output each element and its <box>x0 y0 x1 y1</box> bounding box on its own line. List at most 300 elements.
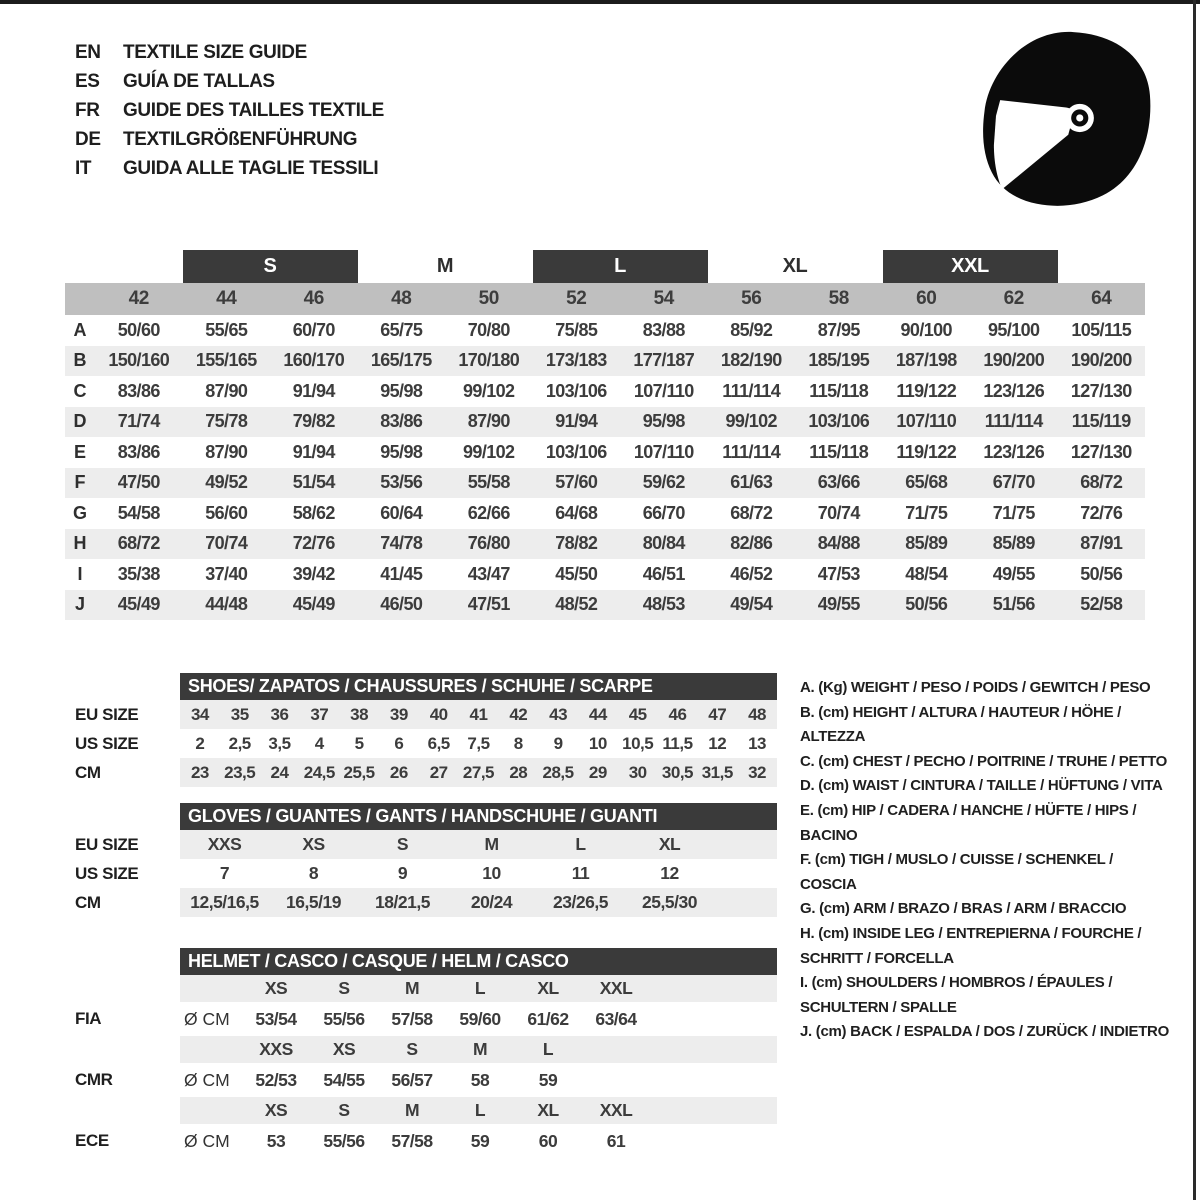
shoes-value: 10 <box>588 733 607 753</box>
size-value: 50/60 <box>117 319 160 340</box>
size-value: 39/42 <box>292 563 335 584</box>
size-value: 84/88 <box>817 533 860 554</box>
size-value: 79/82 <box>292 411 335 432</box>
size-value: 83/88 <box>642 319 685 340</box>
size-value: 103/106 <box>808 411 870 432</box>
size-value: 187/198 <box>895 350 957 371</box>
legend-item: G. (cm) ARM / BRAZO / BRAS / ARM / BRACCIO <box>800 900 1127 918</box>
size-value: 58/62 <box>292 502 335 523</box>
size-value: 87/95 <box>817 319 860 340</box>
size-value: 49/55 <box>817 594 860 615</box>
shoes-value: 26 <box>389 762 408 782</box>
size-row-G <box>65 498 1145 529</box>
shoes-value: 8 <box>513 733 523 753</box>
gloves-value: 12 <box>660 863 679 883</box>
size-value: 107/110 <box>896 411 957 432</box>
size-value: 99/102 <box>725 411 777 432</box>
language-title-list <box>75 38 384 183</box>
size-value: 119/122 <box>896 380 957 401</box>
size-value: 177/187 <box>633 350 695 371</box>
size-number: 58 <box>828 288 849 309</box>
helmet-row-label-empty <box>75 1036 180 1063</box>
legend-item: C. (cm) CHEST / PECHO / POITRINE / TRUHE / PETTO <box>800 752 1168 770</box>
gloves-value: 23/26,5 <box>553 892 608 912</box>
shoes-value: 43 <box>549 704 568 724</box>
shoes-value: 45 <box>628 704 647 724</box>
shoes-value: 23 <box>190 762 209 782</box>
gloves-value: XS <box>302 834 325 854</box>
size-value: 107/110 <box>633 441 694 462</box>
size-row-J <box>65 590 1145 621</box>
language-row <box>75 154 384 183</box>
row-letter: A <box>73 319 87 340</box>
helmet-sizes-row-ece <box>75 1097 777 1124</box>
language-title: GUIDA ALLE TAGLIE TESSILI <box>123 157 379 179</box>
helmet-size-table <box>75 948 777 1158</box>
size-value: 54/58 <box>117 502 160 523</box>
size-value: 56/60 <box>205 502 248 523</box>
size-value: 91/94 <box>555 411 598 432</box>
gloves-value: 12,5/16,5 <box>190 892 259 912</box>
gloves-section-title: GLOVES / GUANTES / GANTS / HANDSCHUHE / GUANTI <box>180 803 777 830</box>
row-letter: C <box>73 380 87 401</box>
language-row <box>75 67 384 96</box>
size-value: 85/89 <box>905 533 948 554</box>
helmet-size-label: XS <box>332 1039 356 1059</box>
size-value: 55/65 <box>205 319 248 340</box>
shoes-value: 32 <box>748 762 767 782</box>
gloves-value: S <box>396 834 409 854</box>
size-group-l: L <box>533 250 708 283</box>
shoes-value: 34 <box>190 704 209 724</box>
shoes-value: 48 <box>748 704 767 724</box>
size-value: 83/86 <box>117 441 160 462</box>
size-value: 85/89 <box>992 533 1035 554</box>
legend-item: E. (cm) HIP / CADERA / HANCHE / HÜFTE / HIPS / BACINO <box>800 801 1137 844</box>
size-row-I <box>65 559 1145 590</box>
shoes-row-label: US SIZE <box>75 733 139 753</box>
size-value: 87/90 <box>205 380 248 401</box>
size-value: 64/68 <box>555 502 598 523</box>
shoes-value: 13 <box>748 733 767 753</box>
gloves-value: 20/24 <box>470 892 513 912</box>
gloves-grid <box>180 888 777 917</box>
size-value: 45/49 <box>117 594 160 615</box>
size-value: 190/200 <box>1070 350 1132 371</box>
helmet-size-label: M <box>472 1039 488 1059</box>
size-value: 99/102 <box>463 441 515 462</box>
shoes-value: 12 <box>708 733 727 753</box>
measurement-legend <box>800 676 1172 1045</box>
gloves-value: 8 <box>308 863 319 883</box>
size-value: 47/50 <box>117 472 160 493</box>
size-value: 111/114 <box>722 441 781 462</box>
shoes-grid <box>180 758 777 787</box>
size-value: 82/86 <box>730 533 773 554</box>
size-value: 72/76 <box>292 533 335 554</box>
gloves-value: M <box>484 834 499 854</box>
size-value: 91/94 <box>292 441 335 462</box>
right-border-line <box>1193 0 1196 1200</box>
size-value: 45/50 <box>555 563 598 584</box>
size-group-xxl: XXL <box>883 250 1058 283</box>
size-value: 72/76 <box>1080 502 1123 523</box>
size-number: 62 <box>1003 288 1024 309</box>
size-value: 123/126 <box>983 380 1045 401</box>
size-value: 75/85 <box>555 319 598 340</box>
shoes-value: 31,5 <box>701 762 733 782</box>
language-title: TEXTILGRÖßENFÜHRUNG <box>123 128 358 150</box>
helmet-size-label: L <box>474 978 486 998</box>
shoes-value: 44 <box>588 704 607 724</box>
helmet-value: 53 <box>266 1130 286 1151</box>
size-value: 71/74 <box>117 411 160 432</box>
size-value: 78/82 <box>555 533 598 554</box>
gloves-size-table <box>75 803 777 917</box>
size-value: 95/98 <box>380 380 423 401</box>
shoes-row <box>75 700 777 729</box>
shoes-value: 6 <box>394 733 404 753</box>
size-value: 48/52 <box>555 594 598 615</box>
helmet-value: 55/56 <box>323 1130 365 1151</box>
size-value: 65/75 <box>380 319 423 340</box>
language-code: FR <box>75 99 100 121</box>
helmet-value: 54/55 <box>323 1069 365 1090</box>
helmet-value: 55/56 <box>323 1008 365 1029</box>
gloves-value: 10 <box>482 863 501 883</box>
helmet-value: 60 <box>538 1130 558 1151</box>
size-number: 42 <box>128 288 149 309</box>
helmet-size-label: XL <box>537 1100 559 1120</box>
size-value: 70/80 <box>467 319 510 340</box>
size-value: 115/118 <box>809 380 869 401</box>
helmet-size-label: M <box>404 978 420 998</box>
helmet-values-grid <box>180 1002 777 1036</box>
size-value: 44/48 <box>205 594 248 615</box>
size-number: 48 <box>391 288 412 309</box>
size-value: 61/63 <box>730 472 773 493</box>
size-value: 80/84 <box>642 533 685 554</box>
size-value: 103/106 <box>545 441 607 462</box>
size-number: 46 <box>303 288 324 309</box>
shoes-value: 27,5 <box>462 762 495 782</box>
helmet-size-label: XXL <box>599 978 633 998</box>
size-value: 68/72 <box>1080 472 1123 493</box>
size-value: 127/130 <box>1070 441 1132 462</box>
shoes-value: 47 <box>708 704 727 724</box>
helmet-size-label: S <box>338 978 350 998</box>
size-value: 66/70 <box>642 502 685 523</box>
helmet-unit-label: Ø CM <box>184 1130 230 1151</box>
language-title: TEXTILE SIZE GUIDE <box>123 41 307 63</box>
shoes-value: 9 <box>553 733 563 753</box>
gloves-grid <box>180 859 777 888</box>
helmet-size-label: M <box>404 1100 420 1120</box>
helmet-value: 59 <box>470 1130 490 1151</box>
size-row-E <box>65 437 1145 468</box>
helmet-value: 56/57 <box>391 1069 433 1090</box>
shoes-value: 7,5 <box>467 733 490 753</box>
shoes-value: 30 <box>628 762 647 782</box>
helmet-size-label: XS <box>264 978 288 998</box>
size-value: 46/50 <box>380 594 423 615</box>
shoes-row <box>75 758 777 787</box>
size-value: 85/92 <box>730 319 773 340</box>
language-code: DE <box>75 128 101 150</box>
size-number: 52 <box>566 288 587 309</box>
shoes-value: 23,5 <box>224 762 256 782</box>
size-value: 182/190 <box>720 350 782 371</box>
size-value: 185/195 <box>808 350 870 371</box>
gloves-row <box>75 830 777 859</box>
size-value: 99/102 <box>463 380 515 401</box>
helmet-title-row <box>75 948 777 975</box>
size-value: 37/40 <box>205 563 248 584</box>
gloves-value: 7 <box>219 863 230 883</box>
helmet-size-label: S <box>406 1039 418 1059</box>
size-value: 45/49 <box>292 594 335 615</box>
helmet-value: 61/62 <box>527 1008 569 1029</box>
size-value: 103/106 <box>545 380 607 401</box>
size-value: 49/52 <box>205 472 248 493</box>
shoes-size-table <box>75 673 777 787</box>
size-value: 71/75 <box>992 502 1035 523</box>
helmet-size-label: XS <box>264 1100 288 1120</box>
helmet-sizes-grid <box>180 1036 777 1063</box>
language-title: GUÍA DE TALLAS <box>123 70 275 92</box>
size-value: 49/54 <box>730 594 773 615</box>
legend-item: J. (cm) BACK / ESPALDA / DOS / ZURÜCK / INDIETRO <box>800 1023 1169 1041</box>
shoes-value: 28,5 <box>542 762 574 782</box>
gloves-row-label: CM <box>75 892 101 912</box>
shoes-value: 29 <box>588 762 607 782</box>
shoes-value: 42 <box>509 704 528 724</box>
helmet-value: 57/58 <box>391 1130 433 1151</box>
size-value: 83/86 <box>117 380 160 401</box>
shoes-value: 24 <box>270 762 289 782</box>
size-value: 95/98 <box>380 441 423 462</box>
size-value: 105/115 <box>1071 319 1132 340</box>
shoes-value: 28 <box>509 762 528 782</box>
size-value: 46/51 <box>642 563 685 584</box>
size-value: 49/55 <box>992 563 1035 584</box>
legend-item: F. (cm) TIGH / MUSLO / CUISSE / SCHENKEL / COSCIA <box>800 851 1113 893</box>
shoes-row-label: EU SIZE <box>75 704 139 724</box>
helmet-values-row-fia <box>75 1002 777 1036</box>
size-value: 107/110 <box>633 380 694 401</box>
gloves-value: 16,5/19 <box>286 892 341 912</box>
helmet-sizes-row-cmr <box>75 1036 777 1063</box>
size-value: 51/56 <box>992 594 1035 615</box>
size-value: 65/68 <box>905 472 948 493</box>
size-row-C <box>65 376 1145 407</box>
shoes-grid <box>180 700 777 729</box>
shoes-value: 4 <box>314 733 324 753</box>
row-letter: F <box>74 472 86 493</box>
helmet-value: 59/60 <box>459 1008 501 1029</box>
size-value: 47/51 <box>467 594 510 615</box>
shoes-section-title: SHOES/ ZAPATOS / CHAUSSURES / SCHUHE / SCARPE <box>180 673 777 700</box>
size-value: 67/70 <box>992 472 1035 493</box>
size-value: 60/70 <box>292 319 335 340</box>
size-value: 59/62 <box>642 472 685 493</box>
shoes-value: 27 <box>429 762 448 782</box>
language-title: GUIDE DES TAILLES TEXTILE <box>123 99 384 121</box>
size-value: 60/64 <box>380 502 423 523</box>
gloves-value: L <box>575 834 586 854</box>
gloves-row <box>75 888 777 917</box>
helmet-value: 63/64 <box>595 1008 637 1029</box>
helmet-value: 59 <box>538 1069 558 1090</box>
helmet-row-label-empty <box>75 975 180 1002</box>
helmet-size-label: L <box>542 1039 554 1059</box>
helmet-unit-label: Ø CM <box>184 1069 230 1090</box>
shoes-value: 30,5 <box>661 762 693 782</box>
size-value: 35/38 <box>117 563 160 584</box>
size-value: 68/72 <box>730 502 773 523</box>
size-value: 87/90 <box>467 411 510 432</box>
shoes-value: 6,5 <box>427 733 450 753</box>
size-group-xl: XL <box>782 255 808 277</box>
size-value: 155/165 <box>195 350 257 371</box>
gloves-value: XXS <box>207 834 242 854</box>
shoes-value: 11,5 <box>662 733 693 753</box>
legend-item: H. (cm) INSIDE LEG / ENTREPIERNA / FOURCHE / SCHRITT / FORCELLA <box>800 924 1142 967</box>
size-row-B <box>65 346 1145 377</box>
size-value: 165/175 <box>370 350 432 371</box>
size-number: 64 <box>1091 288 1112 309</box>
size-number: 56 <box>741 288 762 309</box>
shoes-value: 5 <box>354 733 364 753</box>
shoes-value: 41 <box>469 704 488 724</box>
shoes-value: 25,5 <box>343 762 375 782</box>
helmet-value: 52/53 <box>255 1069 297 1090</box>
size-value: 53/56 <box>380 472 423 493</box>
helmet-size-label: XL <box>537 978 559 998</box>
legend-item: I. (cm) SHOULDERS / HOMBROS / ÉPAULES / SCHULTERN / SPALLE <box>800 974 1113 1016</box>
shoes-value: 39 <box>389 704 408 724</box>
size-row-D <box>65 407 1145 438</box>
size-value: 170/180 <box>458 350 520 371</box>
size-value: 47/53 <box>817 563 860 584</box>
size-value: 62/66 <box>467 502 510 523</box>
helmet-size-label: XXS <box>259 1039 293 1059</box>
size-value: 90/100 <box>900 319 952 340</box>
size-value: 83/86 <box>380 411 423 432</box>
size-value: 55/58 <box>467 472 510 493</box>
size-value: 150/160 <box>108 350 170 371</box>
helmet-values-grid <box>180 1063 777 1097</box>
size-group-s: S <box>183 250 358 283</box>
size-row-A <box>65 315 1145 346</box>
size-number: 60 <box>916 288 937 309</box>
helmet-row-label-empty <box>75 1097 180 1124</box>
size-value: 111/114 <box>722 380 781 401</box>
racing-helmet-icon <box>968 30 1158 213</box>
size-value: 75/78 <box>205 411 248 432</box>
language-row <box>75 96 384 125</box>
legend-item: A. (Kg) WEIGHT / PESO / POIDS / GEWITCH / PESO <box>800 679 1151 696</box>
size-row-F <box>65 468 1145 499</box>
size-value: 95/98 <box>642 411 685 432</box>
size-value: 50/56 <box>905 594 948 615</box>
size-value: 52/58 <box>1080 594 1123 615</box>
size-value: 43/47 <box>467 563 510 584</box>
helmet-value: 57/58 <box>391 1008 433 1029</box>
language-row <box>75 38 384 67</box>
shoes-row-label: CM <box>75 762 101 782</box>
size-value: 48/54 <box>905 563 948 584</box>
helmet-standard-label: FIA <box>75 1009 102 1028</box>
helmet-unit-label: Ø CM <box>184 1008 230 1029</box>
row-letter: D <box>73 411 87 432</box>
size-value: 70/74 <box>817 502 860 523</box>
gloves-row-label: US SIZE <box>75 863 139 883</box>
size-number: 50 <box>478 288 499 309</box>
helmet-value: 61 <box>606 1130 626 1151</box>
row-letter: H <box>73 533 87 554</box>
size-value: 68/72 <box>117 533 160 554</box>
shoes-title-row <box>75 673 777 700</box>
row-letter: J <box>74 594 85 615</box>
size-value: 57/60 <box>555 472 598 493</box>
size-number: 54 <box>653 288 674 309</box>
helmet-standard-label: ECE <box>75 1131 109 1150</box>
size-value: 95/100 <box>988 319 1040 340</box>
helmet-size-label: L <box>474 1100 486 1120</box>
helmet-value: 58 <box>470 1069 490 1090</box>
size-value: 48/53 <box>642 594 685 615</box>
shoes-value: 2,5 <box>228 733 251 753</box>
shoes-value: 10,5 <box>622 733 654 753</box>
size-value: 71/75 <box>905 502 948 523</box>
size-value: 76/80 <box>467 533 510 554</box>
gloves-row <box>75 859 777 888</box>
language-row <box>75 125 384 154</box>
shoes-value: 3,5 <box>268 733 291 753</box>
gloves-value: 11 <box>571 863 590 883</box>
size-value: 41/45 <box>380 563 423 584</box>
shoes-value: 38 <box>350 704 369 724</box>
shoes-value: 46 <box>668 704 687 724</box>
size-group-header <box>65 250 1145 283</box>
helmet-values-row-cmr <box>75 1063 777 1097</box>
shoes-row <box>75 729 777 758</box>
size-value: 70/74 <box>205 533 248 554</box>
size-value: 74/78 <box>380 533 423 554</box>
helmet-section-title: HELMET / CASCO / CASQUE / HELM / CASCO <box>180 948 777 975</box>
size-value: 127/130 <box>1070 380 1132 401</box>
gloves-value: 9 <box>397 863 408 883</box>
size-value: 46/52 <box>730 563 773 584</box>
size-value: 87/90 <box>205 441 248 462</box>
size-group-m: M <box>436 255 454 277</box>
gloves-value: XL <box>658 834 681 854</box>
gloves-grid <box>180 830 777 859</box>
size-value: 50/56 <box>1080 563 1123 584</box>
size-value: 173/183 <box>545 350 607 371</box>
legend-item: B. (cm) HEIGHT / ALTURA / HAUTEUR / HÖHE / ALTEZZA <box>800 703 1122 746</box>
shoes-grid <box>180 729 777 758</box>
helmet-standard-label: CMR <box>75 1070 113 1089</box>
size-value: 63/66 <box>817 472 860 493</box>
size-value: 160/170 <box>283 350 345 371</box>
size-value: 51/54 <box>292 472 335 493</box>
size-value: 119/122 <box>896 441 957 462</box>
row-letter: G <box>72 502 87 523</box>
row-letter: E <box>73 441 86 462</box>
shoes-value: 36 <box>270 704 289 724</box>
